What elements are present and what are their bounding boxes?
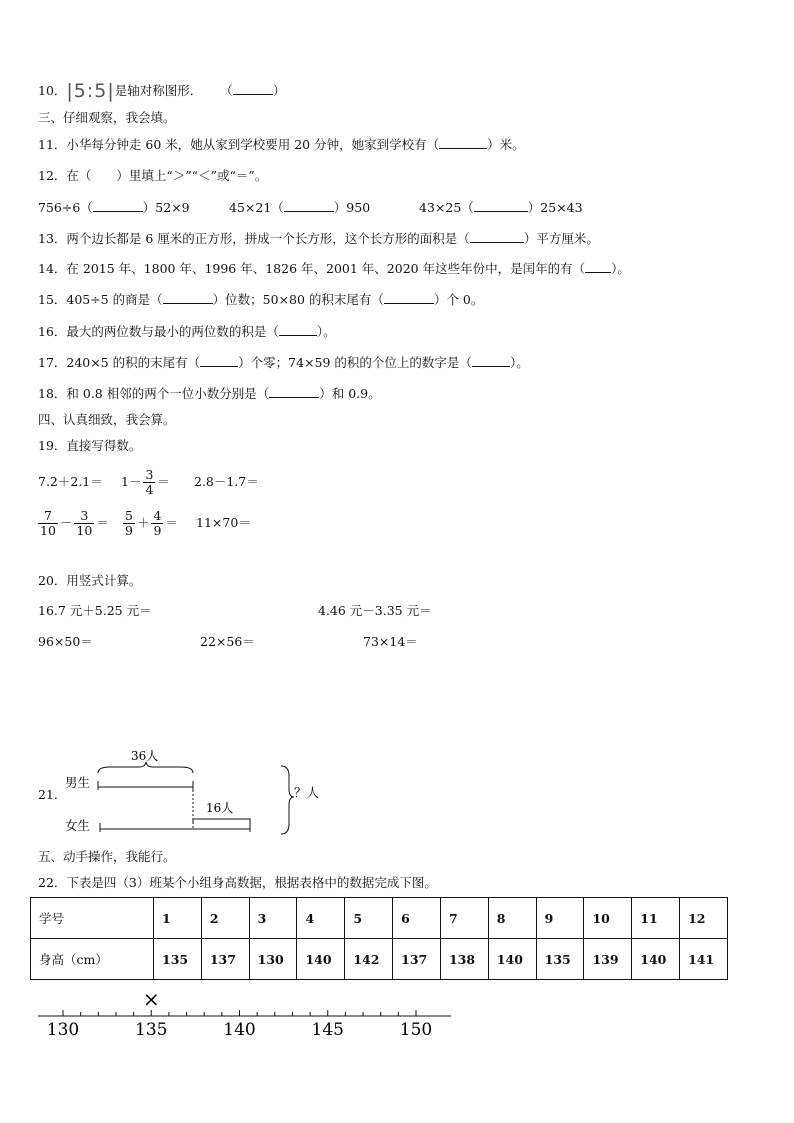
q12-item-1: 756÷6（ ）52×9 — [38, 200, 190, 215]
section-3-heading: 三、仔细观察，我会填。 — [38, 110, 176, 125]
q20-expr-4: 22×56＝ — [200, 634, 255, 649]
question-18: 18．和 0.8 相邻的两个一位小数分别是（ ）和 0.9。 — [38, 386, 381, 401]
q19-expr-2: 1－ $\frac{3}{4}$ ＝ — [121, 467, 170, 497]
q20-expr-3: 96×50＝ — [38, 634, 93, 649]
q20-expr-2: 4.46 元－3.35 元＝ — [318, 603, 432, 618]
table-cell: 138 — [440, 939, 488, 980]
q20-expr-5: 73×14＝ — [363, 634, 418, 649]
table-cell: 12 — [680, 898, 728, 939]
fraction: $\frac{7}{10}$ — [40, 508, 56, 538]
total-label: ？人 — [294, 785, 320, 800]
q19-expr-6: 11×70＝ — [196, 515, 251, 530]
table-cell: 130 — [249, 939, 297, 980]
q19-expr-3: 2.8－1.7＝ — [194, 474, 259, 489]
q20-expr-1: 16.7 元＋5.25 元＝ — [38, 603, 152, 618]
fraction: $\frac{5}{9}$ — [125, 508, 133, 538]
table-cell: 139 — [584, 939, 632, 980]
table-cell: 2 — [201, 898, 249, 939]
table-cell: 1 — [154, 898, 202, 939]
question-19-title: 19．直接写得数。 — [38, 438, 142, 453]
question-15: 15．405÷5 的商是（ ）位数；50×80 的积末尾有（ ）个 0。 — [38, 292, 484, 307]
table-cell: 3 — [249, 898, 297, 939]
table-cell: 6 — [393, 898, 441, 939]
question-number: 10． — [38, 83, 67, 98]
table-cell: 4 — [297, 898, 345, 939]
q12-item-2: 45×21（ ）950 — [229, 200, 371, 215]
question-14: 14．在 2015 年、1800 年、1996 年、1826 年、2001 年、2020 年这些年份中，是闰年的有（ ）。 — [38, 261, 630, 276]
question-21-number: 21． — [38, 787, 67, 802]
table-cell: 142 — [345, 939, 393, 980]
table-cell: 137 — [201, 939, 249, 980]
question-22: 22．下表是四（3）班某个小组身高数据，根据表格中的数据完成下图。 — [38, 875, 437, 890]
question-16: 16．最大的两位数与最小的两位数的积是（ ）。 — [38, 324, 336, 339]
q19-expr-5: $\frac{5}{9}$ ＋ $\frac{4}{9}$ ＝ — [125, 508, 178, 538]
table-cell: 137 — [393, 939, 441, 980]
fraction: $\frac{3}{10}$ — [76, 508, 93, 538]
boys-label: 男生 — [65, 775, 91, 790]
question-13: 13．两个边长都是 6 厘米的正方形，拼成一个长方形，这个长方形的面积是（ ）平方厘米。 — [38, 231, 599, 246]
table-cell: 8 — [488, 898, 536, 939]
q12-item-3: 43×25（ ）25×43 — [419, 200, 583, 215]
question-17: 17．240×5 的积的末尾有（ ）个零；74×59 的积的个位上的数字是（ ）。 — [38, 355, 529, 370]
table-cell: 11 — [632, 898, 680, 939]
table-header-cell: 身高（cm） — [31, 939, 154, 980]
axis-tick-label: 135 — [135, 1020, 168, 1040]
table-cell: 10 — [584, 898, 632, 939]
table-header-cell: 学号 — [31, 898, 154, 939]
table-cell: 140 — [632, 939, 680, 980]
table-cell: 5 — [345, 898, 393, 939]
axis-tick-label: 145 — [311, 1020, 344, 1040]
question-10: 10．|5:5|是轴对称图形． （ ） — [38, 80, 286, 102]
table-cell: 141 — [680, 939, 728, 980]
table-cell: 7 — [440, 898, 488, 939]
extra-count-label: 16人 — [206, 801, 234, 815]
table-cell: 140 — [488, 939, 536, 980]
section-5-heading: 五、动手操作，我能行。 — [38, 849, 176, 864]
question-12: 12．在（ ）里填上“＞”“＜”或“＝”。 — [38, 168, 268, 183]
question-11: 11．小华每分钟走 60 米，她从家到学校要用 20 分钟，她家到学校有（ ）米。 — [38, 137, 525, 152]
axis-tick-label: 130 — [46, 1020, 80, 1040]
axis-tick-label: 140 — [223, 1020, 256, 1040]
table-cell: 140 — [297, 939, 345, 980]
axis-tick-label: 150 — [399, 1020, 433, 1040]
data-point-mark: × — [142, 987, 160, 1011]
question-20-title: 20．用竖式计算。 — [38, 573, 142, 588]
girls-label: 女生 — [65, 818, 91, 833]
fraction: $\frac{3}{4}$ — [145, 467, 154, 497]
digital-clock-figure: |5:5| — [66, 80, 115, 102]
table-cell: 9 — [536, 898, 584, 939]
boys-count-label: 36人 — [131, 749, 159, 763]
q19-expr-4: $\frac{7}{10}$ － $\frac{3}{10}$ ＝ — [40, 508, 109, 538]
table-cell: 135 — [536, 939, 584, 980]
section-4-heading: 四、认真细致，我会算。 — [38, 412, 176, 427]
fraction: $\frac{4}{9}$ — [153, 508, 162, 538]
table-cell: 135 — [154, 939, 202, 980]
q19-expr-1: 7.2＋2.1＝ — [38, 474, 103, 489]
